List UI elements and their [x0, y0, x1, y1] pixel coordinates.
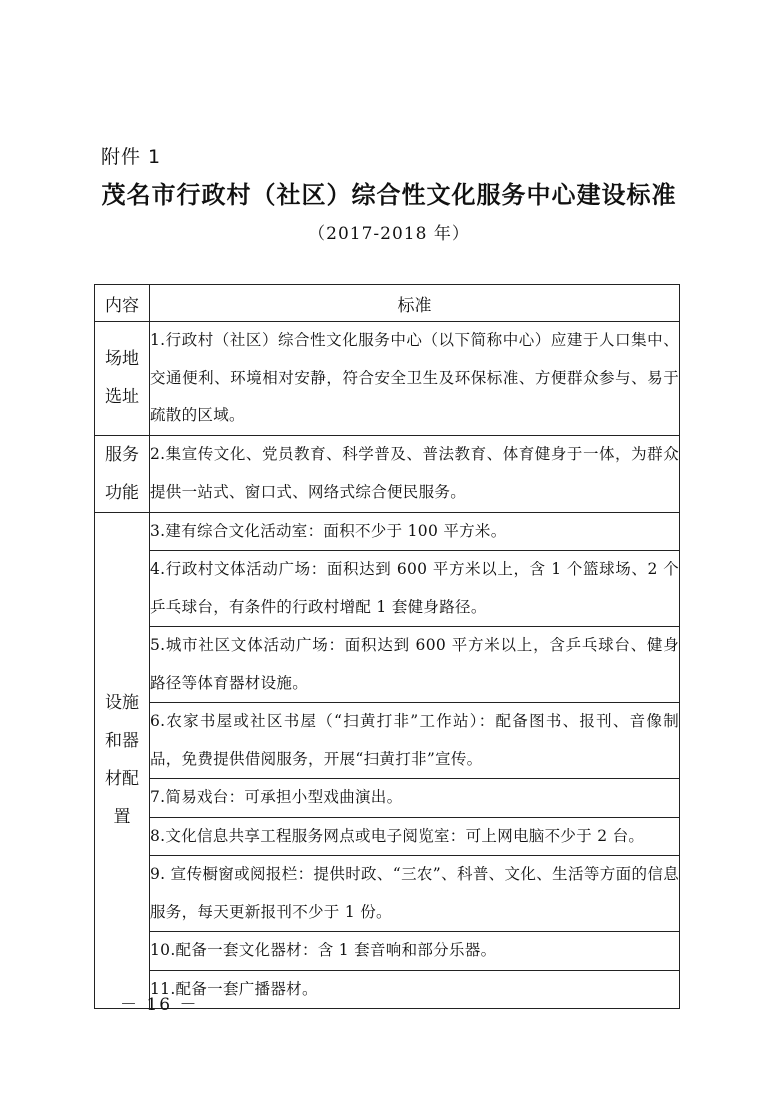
- standard-item-1: 1.行政村（社区）综合性文化服务中心（以下简称中心）应建于人口集中、交通便利、环境相对安静，符合安全卫生及环保标准、方便群众参与、易于疏散的区域。: [150, 322, 680, 436]
- category-site-label: 场地选址: [105, 349, 139, 408]
- standard-item-7: 7.简易戏台：可承担小型戏曲演出。: [150, 779, 680, 818]
- document-subtitle: （2017-2018 年）: [308, 224, 470, 244]
- table-row: [95, 627, 680, 703]
- standard-item-8: 8.文化信息共享工程服务网点或电子阅览室：可上网电脑不少于 2 台。: [150, 817, 680, 856]
- standard-item-2: 2.集宣传文化、党员教育、科学普及、普法教育、体育健身于一体，为群众提供一站式、窗口式、网络式综合便民服务。: [150, 435, 680, 512]
- table-row: [95, 322, 680, 436]
- category-facility: [95, 512, 150, 1009]
- table-row: [95, 932, 680, 971]
- standards-table: [94, 284, 680, 1009]
- standard-item-10: 10.配备一套文化器材：含 1 套音响和部分乐器。: [150, 932, 680, 971]
- table-header-row: [95, 285, 680, 322]
- table-row: [95, 512, 680, 551]
- standard-item-5: 5.城市社区文体活动广场：面积达到 600 平方米以上，含乒乓球台、健身路径等体育器材设施。: [150, 627, 680, 703]
- table-row: [95, 817, 680, 856]
- table-row: [95, 779, 680, 818]
- table-row: [95, 856, 680, 932]
- table-row: [95, 551, 680, 627]
- table-row: [95, 435, 680, 512]
- standard-item-3: 3.建有综合文化活动室：面积不少于 100 平方米。: [150, 512, 680, 551]
- category-site: [95, 322, 150, 436]
- table-row: [95, 703, 680, 779]
- standard-item-6: 6.农家书屋或社区书屋（“扫黄打非”工作站）：配备图书、报刊、音像制品，免费提供借阅服务，开展“扫黄打非”宣传。: [150, 703, 680, 779]
- header-standard: 标准: [150, 285, 680, 322]
- attachment-label: 附件 1: [101, 146, 162, 168]
- standard-item-9: 9. 宣传橱窗或阅报栏：提供时政、“三农”、科普、文化、生活等方面的信息服务，每天更新报刊不少于 1 份。: [150, 856, 680, 932]
- document-title: 茂名市行政村（社区）综合性文化服务中心建设标准: [101, 181, 677, 209]
- page-number: － 16 －: [120, 995, 199, 1015]
- header-content: 内容: [95, 285, 150, 322]
- category-function-label: 服务功能: [105, 444, 139, 503]
- category-function: [95, 435, 150, 512]
- category-facility-label: 设施和器材配置: [105, 693, 139, 828]
- standard-item-4: 4.行政村文体活动广场：面积达到 600 平方米以上，含 1 个篮球场、2 个乒乓球台，有条件的行政村增配 1 套健身路径。: [150, 551, 680, 627]
- standard-item-11: 11.配备一套广播器材。: [150, 970, 680, 1009]
